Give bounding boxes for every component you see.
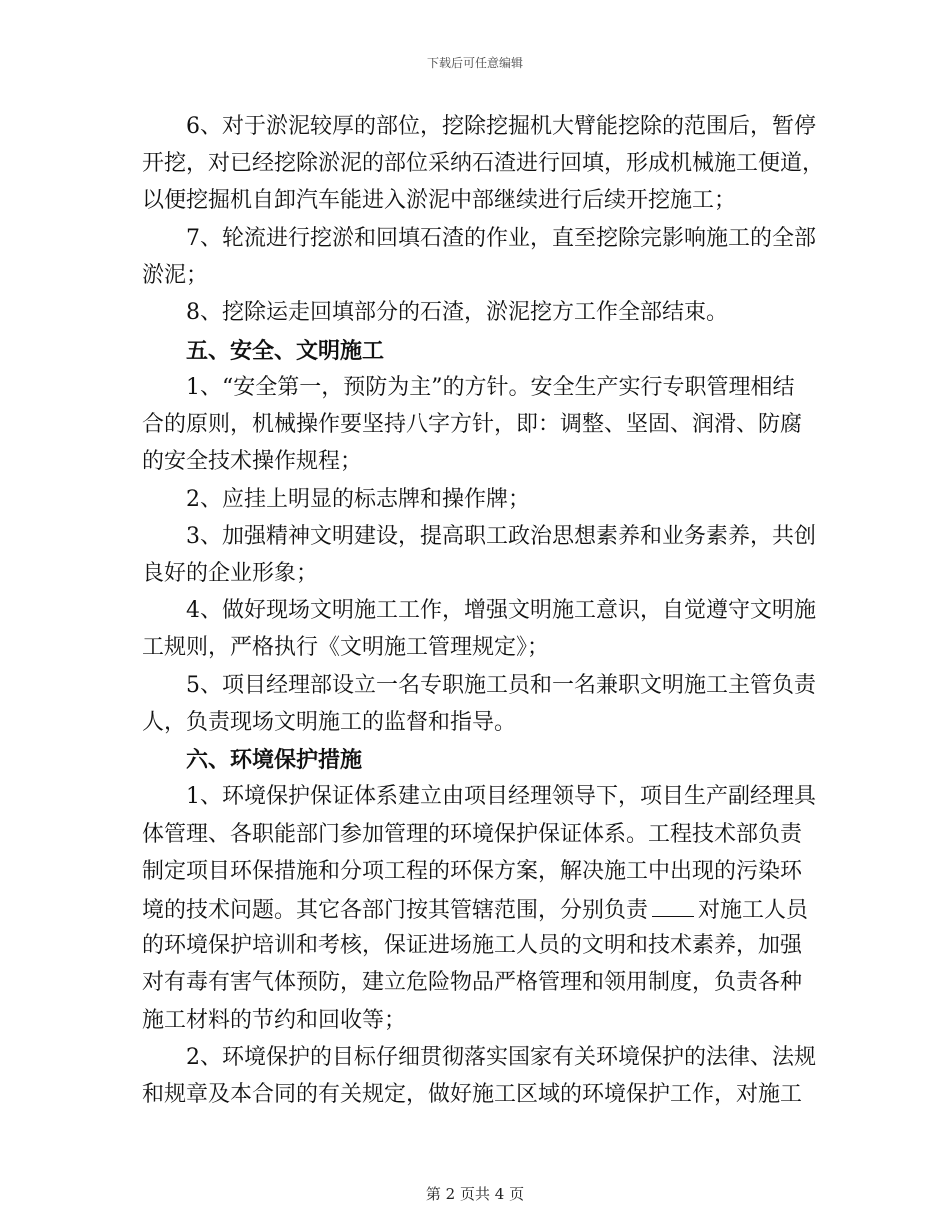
paragraph-line: 体管理、各职能部门参加管理的环境保护保证体系。工程技术部负责 [142, 822, 803, 847]
section-heading: 六、环境保护措施 [186, 747, 363, 773]
paragraph-line: 1、环境保护保证体系建立由项目经理领导下，项目生产副经理具 [186, 784, 816, 809]
paragraph-line: 的安全技术操作规程； [142, 449, 363, 474]
paragraph-line: 开挖，对已经挖除淤泥的部位采纳石渣进行回填，形成机械施工便道， [142, 151, 825, 176]
paragraph-line: 施工材料的节约和回收等； [142, 1008, 407, 1033]
line-text-before-blank: 境的技术问题。其它各部门按其管辖范围，分别负责 [142, 898, 649, 923]
paragraph-line: 淤泥； [142, 263, 209, 288]
paragraph-line: 7、轮流进行挖淤和回填石渣的作业，直至挖除完影响施工的全部 [186, 226, 816, 251]
paragraph-line: 合的原则，机械操作要坚持八字方针，即：调整、坚固、润滑、防腐 [142, 412, 803, 437]
paragraph-line: 人，负责现场文明施工的监督和指导。 [142, 710, 517, 735]
paragraph-line: 2、环境保护的目标仔细贯彻落实国家有关环境保护的法律、法规 [186, 1045, 816, 1070]
paragraph-line: 2、应挂上明显的标志牌和操作牌； [186, 487, 530, 512]
page-header: 下载后可任意编辑 [426, 56, 523, 70]
paragraph-line: 良好的企业形象； [142, 561, 319, 586]
paragraph-line: 对有毒有害气体预防，建立危险物品严格管理和领用制度，负责各种 [142, 970, 803, 995]
page-footer: 第 2 页共 4 页 [425, 1185, 525, 1203]
paragraph-line: 6、对于淤泥较厚的部位，挖除挖掘机大臂能挖除的范围后，暂停 [186, 114, 816, 139]
line-text-after-blank: 对施工人员 [698, 898, 809, 923]
paragraph-line: 5、项目经理部设立一名专职施工员和一名兼职文明施工主管负责 [186, 673, 816, 698]
paragraph-line: 工规则，严格执行《文明施工管理规定》； [142, 635, 550, 660]
paragraph-line: 和规章及本合同的有关规定，做好施工区域的环境保护工作，对施工 [142, 1082, 803, 1107]
paragraph-line-with-blank [142, 896, 808, 922]
section-heading: 五、安全、文明施工 [186, 338, 385, 364]
paragraph-line: 3、加强精神文明建设，提高职工政治思想素养和业务素养，共创 [186, 524, 816, 549]
paragraph-line: 1、“安全第一，预防为主”的方针。安全生产实行专职管理相结 [186, 375, 795, 400]
paragraph-line: 8、挖除运走回填部分的石渣，淤泥挖方工作全部结束。 [186, 300, 728, 325]
paragraph-line: 的环境保护培训和考核，保证进场施工人员的文明和技术素养，加强 [142, 933, 803, 958]
paragraph-line: 制定项目环保措施和分项工程的环保方案，解决施工中出现的污染环 [142, 859, 803, 884]
fill-in-blank [652, 896, 694, 917]
paragraph-line: 以便挖掘机自卸汽车能进入淤泥中部继续进行后续开挖施工； [142, 188, 737, 213]
paragraph-line: 4、做好现场文明施工工作，增强文明施工意识，自觉遵守文明施 [186, 598, 816, 623]
